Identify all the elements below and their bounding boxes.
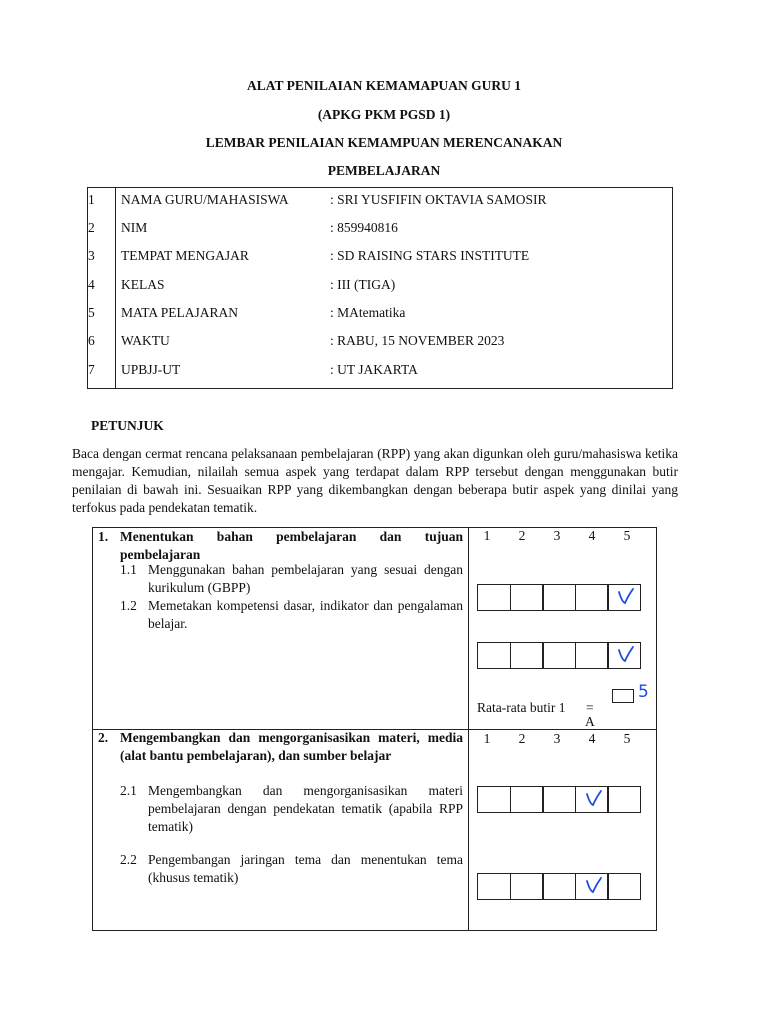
scale-label: 5 bbox=[623, 528, 631, 543]
score-box[interactable] bbox=[477, 584, 511, 611]
row-value: : 859940816 bbox=[330, 220, 398, 235]
score-box[interactable] bbox=[542, 642, 576, 669]
section-number: 1. bbox=[98, 529, 109, 544]
criterion-number: 1.2 bbox=[120, 598, 137, 613]
row-number: 7 bbox=[88, 362, 95, 377]
criterion-text: Memetakan kompetensi dasar, indikator dan pengalaman belajar. bbox=[148, 598, 463, 631]
score-box[interactable] bbox=[510, 642, 544, 669]
score-boxes-2-1 bbox=[477, 786, 640, 813]
form-code: (APKG PKM PGSD 1) bbox=[317, 107, 451, 122]
score-box[interactable] bbox=[510, 584, 544, 611]
instructions-text: Baca dengan cermat rencana pelaksanaan pembelajaran (RPP) yang akan digunkan oleh guru/mahasiswa ketika mengajar. Kemudian, nilailah semua aspek yang terdapat dalam RPP tersebut dengan menggunakan butir penilaian di bawah ini. Sesuaikan RPP yang dikembangkan dengan beberapa butir aspek yang dinilai yang terfokus pada pendekatan tematik. bbox=[72, 446, 678, 515]
criterion-2-2 bbox=[120, 851, 463, 887]
score-box[interactable] bbox=[510, 786, 544, 813]
criterion-number: 1.1 bbox=[120, 562, 137, 577]
form-subtitle: LEMBAR PENILAIAN KEMAMPUAN MERENCANAKAN bbox=[205, 135, 563, 150]
instructions-heading: PETUNJUK bbox=[91, 418, 164, 433]
checkmark-icon bbox=[584, 875, 604, 895]
row-number: 5 bbox=[88, 305, 95, 320]
identity-table-divider bbox=[115, 188, 116, 388]
section-title: Mengembangkan dan mengorganisasikan materi, media (alat bantu pembelajaran), dan sumber belajar bbox=[120, 730, 463, 763]
score-box[interactable] bbox=[575, 786, 609, 813]
score-box[interactable] bbox=[607, 642, 641, 669]
score-box[interactable] bbox=[607, 873, 641, 900]
score-box[interactable] bbox=[477, 642, 511, 669]
criterion-number: 2.1 bbox=[120, 783, 137, 798]
form-title: ALAT PENILAIAN KEMAMAPUAN GURU 1 bbox=[246, 78, 521, 93]
scale-label: 2 bbox=[518, 731, 526, 746]
average-handwritten-value: 5 bbox=[638, 682, 649, 702]
scale-label: 3 bbox=[553, 731, 561, 746]
score-box[interactable] bbox=[607, 786, 641, 813]
score-scale-header bbox=[477, 528, 647, 546]
row-value: : SRI YUSFIFIN OKTAVIA SAMOSIR bbox=[330, 192, 547, 207]
scale-label: 4 bbox=[588, 528, 596, 543]
criterion-1-1 bbox=[120, 561, 463, 597]
scale-label: 2 bbox=[518, 528, 526, 543]
score-boxes-1-2 bbox=[477, 642, 640, 669]
criterion-text: Pengembangan jaringan tema dan menentukan tema (khusus tematik) bbox=[148, 852, 463, 885]
row-value: : UT JAKARTA bbox=[330, 362, 418, 377]
identity-table bbox=[87, 187, 673, 389]
checkmark-icon bbox=[616, 644, 636, 664]
row-label: MATA PELAJARAN bbox=[121, 305, 239, 320]
average-label: Rata-rata butir 1 bbox=[477, 700, 566, 715]
score-box[interactable] bbox=[607, 584, 641, 611]
checkmark-icon bbox=[616, 586, 636, 606]
criterion-number: 2.2 bbox=[120, 852, 137, 867]
score-box[interactable] bbox=[542, 873, 576, 900]
score-scale-header-2 bbox=[477, 731, 647, 749]
score-box[interactable] bbox=[542, 584, 576, 611]
row-value: : MAtematika bbox=[330, 305, 406, 320]
score-box[interactable] bbox=[542, 786, 576, 813]
row-number: 4 bbox=[88, 277, 95, 292]
scale-label: 4 bbox=[588, 731, 596, 746]
section-2-heading bbox=[98, 729, 463, 765]
average-equals: = bbox=[586, 700, 594, 715]
score-boxes-1-1 bbox=[477, 584, 640, 611]
section-number: 2. bbox=[98, 730, 109, 745]
score-box[interactable] bbox=[575, 873, 609, 900]
average-box[interactable] bbox=[612, 689, 634, 703]
criterion-text: Menggunakan bahan pembelajaran yang sesuai dengan kurikulum (GBPP) bbox=[148, 562, 463, 595]
score-box[interactable] bbox=[575, 642, 609, 669]
section-1-heading bbox=[98, 528, 463, 564]
row-number: 2 bbox=[88, 220, 95, 235]
assessment-table bbox=[92, 527, 657, 931]
row-number: 1 bbox=[88, 192, 95, 207]
form-subtitle-2: PEMBELAJARAN bbox=[327, 163, 441, 178]
criterion-text: Mengembangkan dan mengorganisasikan materi pembelajaran dengan pendekatan tematik (apabila RPP tematik) bbox=[148, 783, 463, 834]
row-label: TEMPAT MENGAJAR bbox=[121, 248, 249, 263]
score-box[interactable] bbox=[477, 873, 511, 900]
scale-label: 3 bbox=[553, 528, 561, 543]
row-value: : SD RAISING STARS INSTITUTE bbox=[330, 248, 530, 263]
criterion-1-2 bbox=[120, 597, 463, 633]
row-label: KELAS bbox=[121, 277, 165, 292]
scale-label: 5 bbox=[623, 731, 631, 746]
average-letter: A bbox=[585, 714, 595, 729]
row-value: : III (TIGA) bbox=[330, 277, 396, 292]
row-number: 6 bbox=[88, 333, 95, 348]
score-box[interactable] bbox=[477, 786, 511, 813]
row-label: NAMA GURU/MAHASISWA bbox=[121, 192, 289, 207]
section-title: Menentukan bahan pembelajaran dan tujuan pembelajaran bbox=[120, 529, 463, 562]
score-box[interactable] bbox=[575, 584, 609, 611]
row-label: NIM bbox=[121, 220, 148, 235]
checkmark-icon bbox=[584, 788, 604, 808]
criterion-2-1 bbox=[120, 782, 463, 836]
row-label: UPBJJ-UT bbox=[121, 362, 181, 377]
score-boxes-2-2 bbox=[477, 873, 640, 900]
scale-label: 1 bbox=[483, 528, 491, 543]
row-label: WAKTU bbox=[121, 333, 170, 348]
score-box[interactable] bbox=[510, 873, 544, 900]
row-number: 3 bbox=[88, 248, 95, 263]
scale-label: 1 bbox=[483, 731, 491, 746]
row-value: : RABU, 15 NOVEMBER 2023 bbox=[330, 333, 505, 348]
